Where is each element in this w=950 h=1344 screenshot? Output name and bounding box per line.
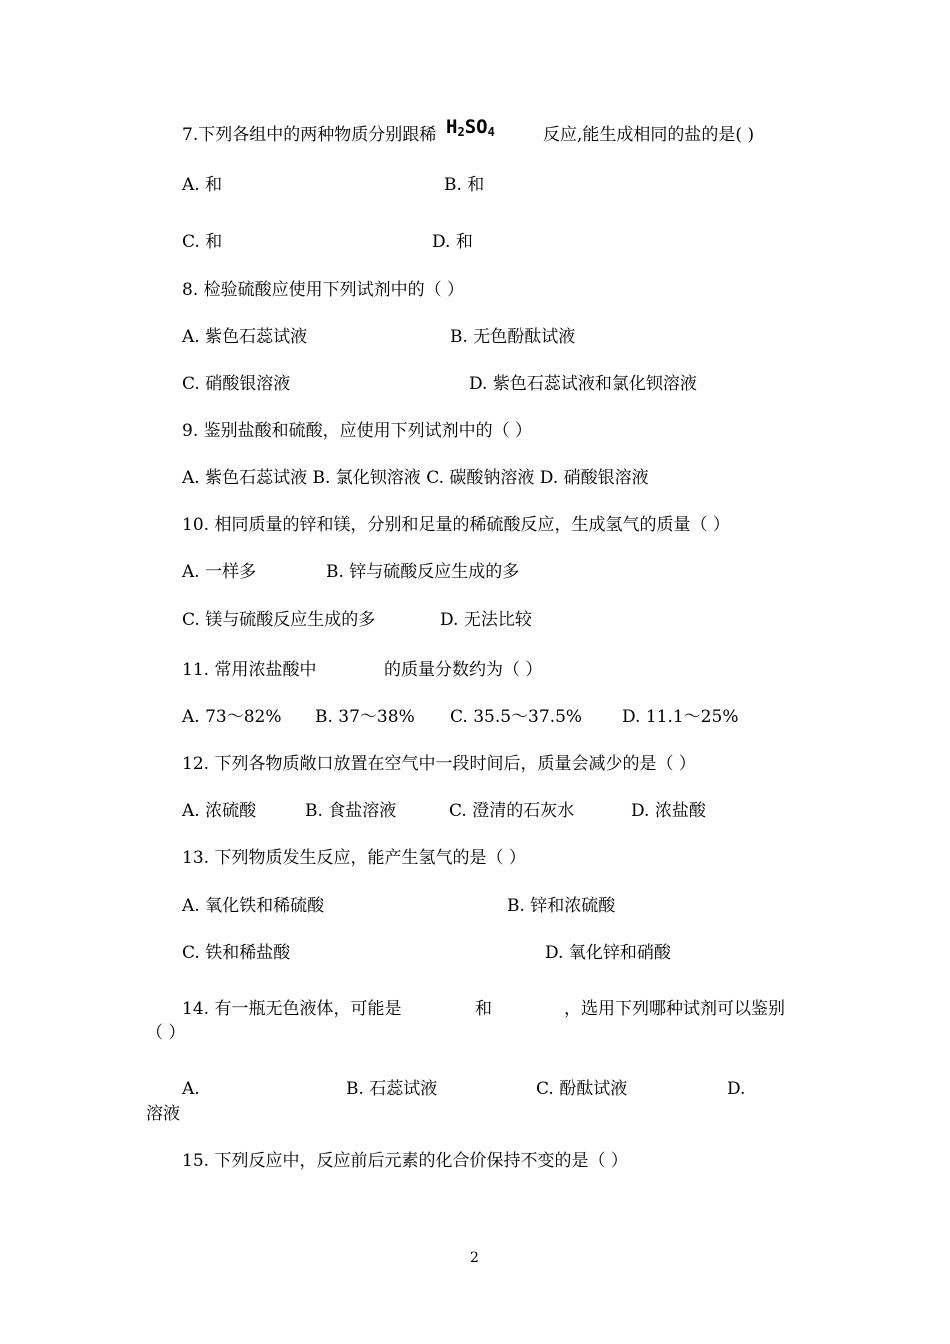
option-c: C. 铁和稀盐酸 xyxy=(182,943,291,963)
question-14-stem-before: 14. 有一瓶无色液体，可能是 xyxy=(182,999,402,1019)
option-d: D. 浓盐酸 xyxy=(631,801,706,821)
option-d: D. 和 xyxy=(432,232,473,252)
question-11-stem-after: 的质量分数约为（ ） xyxy=(384,660,543,680)
option-a: A. 浓硫酸 xyxy=(182,801,257,821)
option-d: D. 11.1～25% xyxy=(622,707,739,727)
question-14-stem-mid: 和 xyxy=(475,999,492,1019)
option-c: C. 35.5～37.5% xyxy=(450,707,583,727)
question-11-stem-before: 11. 常用浓盐酸中 xyxy=(182,660,317,680)
option-d: D. xyxy=(727,1079,746,1099)
option-a: A. 紫色石蕊试液 xyxy=(182,327,308,347)
option-a: A. 一样多 xyxy=(182,562,257,582)
option-a: A. 氧化铁和稀硫酸 xyxy=(182,896,325,916)
question-14-stem-after: ，选用下列哪种试剂可以鉴别 xyxy=(564,999,785,1019)
option-c: C. 澄清的石灰水 xyxy=(449,801,575,821)
option-a: A. xyxy=(182,1079,200,1099)
question-7-stem-before: 7.下列各组中的两种物质分别跟稀 xyxy=(182,125,437,145)
option-b: B. 锌和浓硫酸 xyxy=(507,896,616,916)
option-b: B. 无色酚酞试液 xyxy=(450,327,576,347)
option-c: C. 酚酞试液 xyxy=(536,1079,628,1099)
option-a: A. 73～82% xyxy=(182,707,282,727)
option-d: D. 氧化锌和硝酸 xyxy=(545,943,671,963)
document-page: 7.下列各组中的两种物质分别跟稀 $H_2SO_4$ 反应,能生成相同的盐的是( ) A. 和 B. 和 C. 和 D. 和 8. 检验硫酸应使用下列试剂中的（ ） A. 紫色石蕊试液 B. 无色酚酞试液 C. 硝酸银溶液 D. 紫色石蕊试液和氯化钡溶液 9. 鉴别盐酸和硫酸，应使用下列试剂中的（ ） A. 紫色石蕊试液 B. 氯化钡溶液 C. 碳酸钠溶液 D. 硝酸银溶液 10. 相同质量的锌和镁，分别和足量的稀硫酸反应，生成氢气的质量（ ） A. 一样多 B. 锌与硫酸反应生成的多 C. 镁与硫酸反应生成的多 D. 无法比较 11. 常用浓盐酸中 的质量分数约为（ ） A. 73～82% B. 37～38% C. 35.5～37.5% D. 11.1～25% 12. 下列各物质敞口放置在空气中一段时间后，质量会减少的是（ ） A. 浓硫酸 B. 食盐溶液 C. 澄清的石灰水 D. 浓盐酸 13. 下列物质发生反应，能产生氢气的是（ ） A. 氧化铁和稀硫酸 B. 锌和浓硫酸 C. 铁和稀盐酸 D. 氧化锌和硝酸 14. 有一瓶无色液体，可能是 和 ，选用下列哪种试剂可以鉴别 （ ） A. B. 石蕊试液 C. 酚酞试液 D. 溶液 15. 下列反应中，反应前后元素的化合价保持不变的是（ ） 2 xyxy=(146,116,785,1266)
option-b: B. 和 xyxy=(444,175,485,195)
option-a: A. 和 xyxy=(182,175,223,195)
option-c: C. 和 xyxy=(182,232,223,252)
question-7-stem-after: 反应,能生成相同的盐的是( ) xyxy=(543,125,755,145)
option-b: B. 锌与硫酸反应生成的多 xyxy=(326,562,520,582)
option-b: B. 食盐溶液 xyxy=(305,801,397,821)
option-b: B. 37～38% xyxy=(315,707,415,727)
option-d: D. 紫色石蕊试液和氯化钡溶液 xyxy=(469,374,697,394)
page-number: 2 xyxy=(470,1250,479,1266)
option-b: B. 石蕊试液 xyxy=(346,1079,438,1099)
option-c: C. 镁与硫酸反应生成的多 xyxy=(182,610,376,630)
h2so4-formula: $H_2SO_4$ xyxy=(446,116,495,139)
option-c: C. 硝酸银溶液 xyxy=(182,374,291,394)
option-d: D. 无法比较 xyxy=(440,610,532,630)
